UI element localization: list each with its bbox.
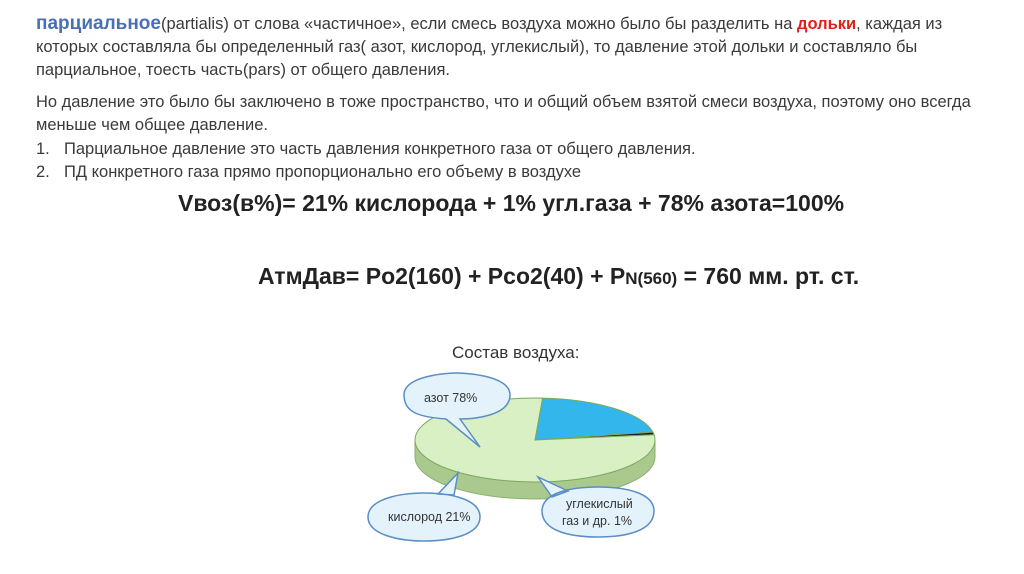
pressure-formula (258, 263, 859, 290)
co2-label-line2: газ и др. 1% (562, 514, 633, 528)
pressure-formula-part-b: = 760 мм. рт. ст. (677, 263, 860, 289)
air-composition-pie-chart (360, 365, 660, 565)
list-number: 2. (36, 163, 50, 181)
list-item (36, 140, 696, 159)
volume-formula: Vвоз(в%)= 21% кислорода + 1% угл.газа + 78% азота=100% (178, 190, 845, 216)
list-text: ПД конкретного газа прямо пропорционально его объему в воздухе (64, 163, 582, 181)
definition-text-2: , каждая из которых составляла бы определенный газ( азот, кислород, углекислый), то давление этой дольки и составляло бы парциальное, тоесть часть(pars) от общего давления. (36, 15, 943, 79)
term-partial: парциальное (36, 13, 161, 34)
pressure-formula-part-a: АтмДав= Po2(160) + Pco2(40) + P (258, 263, 626, 289)
oxygen-label: кислород 21% (388, 510, 471, 524)
co2-label-line1: углекислый (566, 497, 633, 511)
definition-paragraph (36, 12, 996, 82)
list-number: 1. (36, 140, 50, 158)
list-text: Парциальное давление это часть давления конкретного газа от общего давления. (64, 140, 696, 158)
list-item (36, 163, 581, 182)
pressure-formula-subscript: N(560) (625, 269, 678, 288)
highlight-word: дольки (796, 15, 857, 33)
definition-text-1: (partialis) от слова «частичное», если смесь воздуха можно было бы разделить на (160, 15, 797, 33)
nitrogen-label: азот 78% (424, 391, 478, 405)
explanation-paragraph: Но давление это было бы заключено в тоже пространство, что и общий объем взятой смеси воздуха, поэтому оно всегда меньше чем общее давление. (36, 93, 971, 134)
chart-title: Состав воздуха: (452, 343, 580, 362)
